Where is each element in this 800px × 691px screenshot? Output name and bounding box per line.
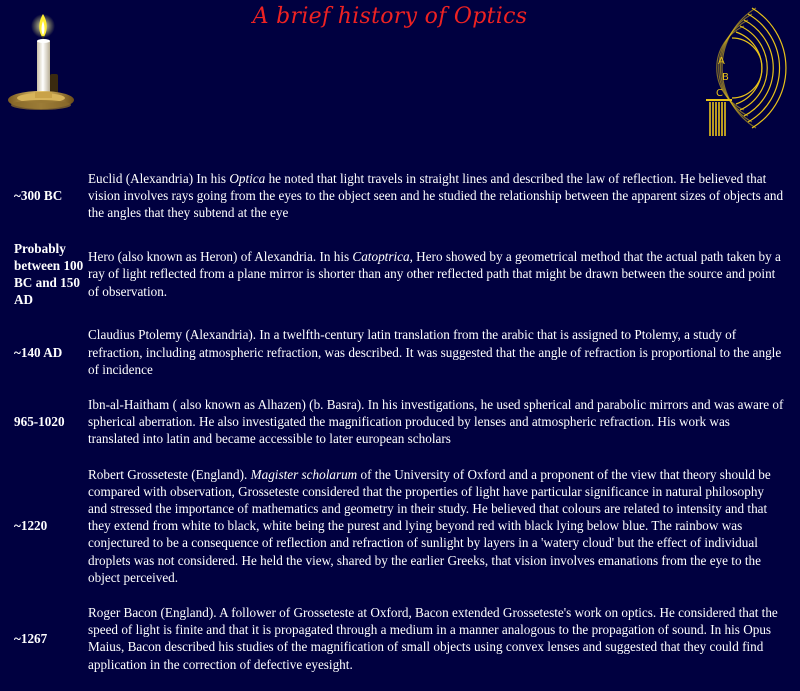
optics-emblem-icon — [692, 4, 792, 138]
timeline-description: Claudius Ptolemy (Alexandria). In a twelfth-century latin translation from the arabic that is assigned to Ptolemy, a study of refraction, including atmospheric refraction, was described. It was suggested that the angle of refraction is proportional to the angle of incidence — [88, 327, 782, 377]
timeline-description: Ibn-al-Haitham ( also known as Alhazen) (b. Basra). In his investigations, he used spherical and parabolic mirrors and was aware of spherical aberration. He also investigated the magnification produced by lenses and atmospheric refraction. His work was translated into latin and became accessible to later european scholars — [88, 397, 784, 447]
emblem-letter-b: B — [722, 72, 729, 83]
timeline-date: 965-1020 — [14, 414, 65, 430]
timeline-row — [14, 396, 784, 466]
timeline-date: Probably between 100 BC and 150 AD — [14, 240, 84, 308]
candle-icon — [4, 12, 82, 118]
timeline-row — [14, 326, 784, 396]
timeline-date: ~300 BC — [14, 188, 63, 204]
timeline-description: Euclid (Alexandria) In his Optica he noted that light travels in straight lines and described the law of reflection. He believed that vision involves rays going from the eyes to the object seen and he studied the relationship between the apparent sizes of objects and the angles that they subtend at the eye — [88, 171, 784, 221]
timeline-date: ~1267 — [14, 630, 48, 646]
emblem-letter-c: C — [716, 88, 723, 99]
emblem-letter-a: A — [718, 56, 725, 67]
timeline-description: Roger Bacon (England). A follower of Grosseteste at Oxford, Bacon extended Grosseteste's work on optics. He considered that the speed of light is finite and that it is propagated through a medium in a manner analogous to the propagation of sound. In his Opus Maius, Bacon described his studies of the magnification of small objects using convex lenses and suggested that they could find application in the correction of defective eyesight. — [88, 605, 778, 672]
timeline-row — [14, 170, 784, 240]
optics-timeline-table — [14, 170, 784, 691]
timeline-description: Hero (also known as Heron) of Alexandria. In his Catoptrica, Hero showed by a geometrical method that the actual path taken by a ray of light reflected from a plane mirror is shorter than any other reflected path that might be drawn between the source and point of observation. — [88, 249, 781, 299]
page-title: A brief history of Optics — [252, 4, 528, 29]
timeline-row — [14, 466, 784, 604]
timeline-date: ~1220 — [14, 518, 48, 534]
timeline-description: Robert Grosseteste (England). Magister scholarum of the University of Oxford and a proponent of the view that theory should be compared with observation, Grosseteste considered that the properties of light have particular significance in natural philosophy and stressed the importance of mathematics and geometry in their study. He believed that colours are related to intensity and that they extend from white to black, white being the purest and lying beyond red with black lying below blue. The rainbow was conjectured to be a consequence of reflection and refraction of sunlight by layers in a 'watery cloud' but the effect of individual droplets was not considered. He held the view, shared by the earlier Greeks, that vision involves emanations from the eye to the object perceived. — [88, 466, 771, 585]
timeline-row — [14, 604, 784, 691]
timeline-date: ~140 AD — [14, 344, 63, 360]
timeline-row — [14, 240, 784, 327]
